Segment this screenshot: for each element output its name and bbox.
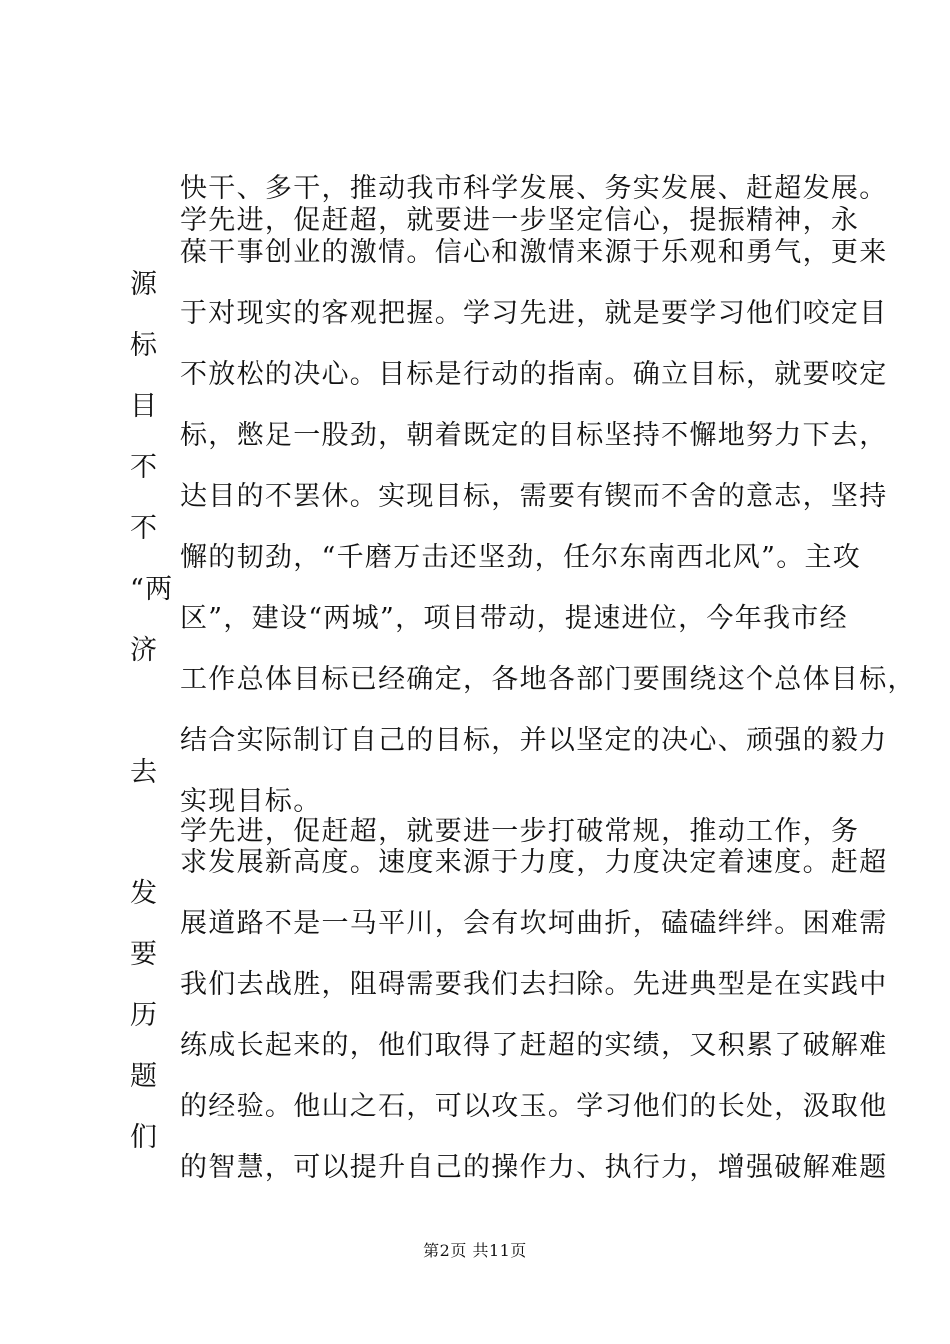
text-line: 学先进，促赶超，就要进一步打破常规，推动工作，务 <box>180 816 860 847</box>
text-line: 区”，建设“两城”，项目带动，提速进位，今年我市经 <box>180 603 848 634</box>
text-line: 标，憋足一股劲，朝着既定的目标坚持不懈地努力下去， <box>180 420 888 451</box>
text-line: 结合实际制订自己的目标，并以坚定的决心、顽强的毅力 <box>180 725 888 756</box>
text-line-overflow: 源 <box>130 269 159 300</box>
text-line: 工作总体目标已经确定，各地各部门要围绕这个总体目标， <box>180 664 916 695</box>
text-line: 我们去战胜，阻碍需要我们去扫除。先进典型是在实践中 <box>180 969 888 1000</box>
text-line: 展道路不是一马平川，会有坎坷曲折，磕磕绊绊。困难需 <box>180 908 888 939</box>
text-line: 实现目标。 <box>180 786 322 817</box>
text-line-overflow: 发 <box>130 878 159 909</box>
text-line: 葆干事创业的激情。信心和激情来源于乐观和勇气，更来 <box>180 237 888 268</box>
text-line: 快干、多干，推动我市科学发展、务实发展、赶超发展。 <box>180 173 888 204</box>
text-line: 于对现实的客观把握。学习先进，就是要学习他们咬定目 <box>180 298 888 329</box>
text-line: 不放松的决心。目标是行动的指南。确立目标，就要咬定 <box>180 359 888 390</box>
text-line: 学先进，促赶超，就要进一步坚定信心，提振精神，永 <box>180 205 860 236</box>
text-line: 求发展新高度。速度来源于力度，力度决定着速度。赶超 <box>180 847 888 878</box>
text-line-overflow: 目 <box>130 391 159 422</box>
text-line-overflow: 不 <box>130 452 159 483</box>
text-line-overflow: 们 <box>130 1122 159 1153</box>
text-line-overflow: 去 <box>130 757 159 788</box>
text-line-overflow: 济 <box>130 635 159 666</box>
text-line-overflow: 标 <box>130 330 159 361</box>
text-line-overflow: “两 <box>130 574 174 605</box>
text-line: 练成长起来的，他们取得了赶超的实绩，又积累了破解难 <box>180 1030 888 1061</box>
text-line-overflow: 要 <box>130 939 159 970</box>
text-line: 的智慧，可以提升自己的操作力、执行力，增强破解难题 <box>180 1152 888 1183</box>
text-line-overflow: 题 <box>130 1061 159 1092</box>
text-line: 懈的韧劲，“千磨万击还坚劲，任尔东南西北风”。主攻 <box>180 542 862 573</box>
text-line-overflow: 历 <box>130 1000 159 1031</box>
page-number-footer: 第2页 共11页 <box>423 1241 527 1260</box>
text-line-overflow: 不 <box>130 513 159 544</box>
text-line: 达目的不罢休。实现目标，需要有锲而不舍的意志，坚持 <box>180 481 888 512</box>
text-line: 的经验。他山之石，可以攻玉。学习他们的长处，汲取他 <box>180 1091 888 1122</box>
